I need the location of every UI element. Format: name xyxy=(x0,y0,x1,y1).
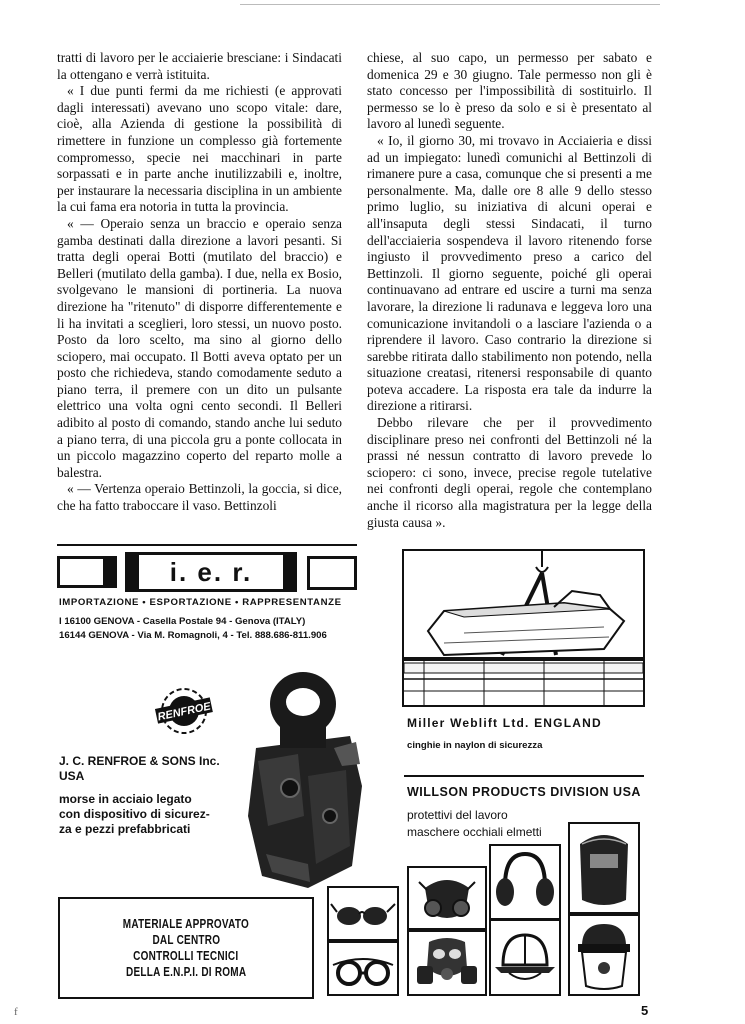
safety-glasses-icon xyxy=(327,886,399,941)
article-column-left xyxy=(57,50,342,515)
page-number: 5 xyxy=(641,1003,649,1018)
willson-company-name: WILLSON PRODUCTS DIVISION USA xyxy=(407,785,641,799)
miller-description: cinghie in naylon di sicurezza xyxy=(407,740,543,751)
article-paragraph: « Io, il giorno 30, mi trovavo in Acciaieria e dissi ad un impiegato: lunedì comunichi al Bettinzoli di rimanere pure a casa, comunque che si presenti a me personalmente. Ma, dalle ore 8 alle 9 dello stesso primo luglio, su iniziativa di alcuni operai e all'insaputa degli stessi Sindacati, il turno dell'acciaieria sospendeva il lavoro ritenendo forse ingiusto il provvedimento preso a carico del Bettinzoli. Il giorno seguente, poiché gli operai continuavano ad entrare ed uscire a turni ma senza lavorare, la direzione li radunava e leggeva loro una comunicazione invitandoli o a lasciare l'azienda o a riprendere il lavoro. Caso contrario la direzione si sarebbe ritirata dallo stabilimento non potendo, nella situazione creatasi, ritenersi responsabile di quanto poteva accadere. La risposta era tale da indurre la direzione a ritirarsi. xyxy=(367,132,652,414)
ier-address-line-1: I 16100 GENOVA - Casella Postale 94 - Genova (ITALY) xyxy=(59,616,306,627)
willson-description-line-1: protettivi del lavoro xyxy=(407,808,508,822)
renfroe-logo-text: RENFROE xyxy=(156,700,212,724)
ier-logo-mid-block xyxy=(125,552,297,592)
willson-divider xyxy=(404,775,644,777)
article-paragraph: « — Vertenza operaio Bettinzoli, la goccia, si dice, che ha fatto traboccare il vaso. Bettinzoli xyxy=(57,481,342,514)
article-paragraph: tratti di lavoro per le acciaierie bresciane: i Sindacati la ottengano e verrà istituita. xyxy=(57,50,342,82)
approved-line: DAL CENTRO xyxy=(152,933,220,947)
renfroe-logo xyxy=(155,685,213,737)
goggles-icon xyxy=(327,941,399,996)
article-column-right xyxy=(367,50,652,531)
ier-logo-right-block xyxy=(307,556,357,590)
ear-muffs-icon xyxy=(489,844,561,920)
top-scan-rule xyxy=(240,4,660,5)
article-paragraph: Debbo rilevare che per il provvedimento disciplinare preso nei confronti del Bettinzoli né la prassi né nessun contratto di lavoro prevede lo sciopero: ci sono, invece, precise regole tutelative nei confronti degli operai, regole che contemplano anche il ricorso alla magistratura per la legge della giusta causa ». xyxy=(367,415,652,530)
article-paragraph: « I due punti fermi da me richiesti (e approvati dagli interessati) avevano uno scopo vitale: dare, cioè, alla Azienda di gestione la possibilità di rimettere in funzione un complesso già fortemente compromesso, specie nei macchinari in parte sorpassati e in parte anche inutilizzabili e, inoltre, per instaurare la necessaria disciplina in un ambiente la cui fama era notoria in tutta la provincia. xyxy=(57,83,342,215)
ier-logo-text: i. e. r. xyxy=(169,556,253,587)
ier-divider xyxy=(57,544,357,546)
margin-mark: f xyxy=(14,1006,18,1018)
ier-logo-left-block xyxy=(57,556,117,588)
welding-mask-icon xyxy=(568,822,640,914)
plate-clamp-image xyxy=(238,666,368,896)
article-paragraph: « — Operaio senza un braccio e operaio senza gamba destinati dalla direzione a lavori pesanti. Si tratta degli operai Botti (mutilato del braccio) e Belleri (mutilato della gamba). I due, nella ex Bosio, svolgevano le mansioni di portineria. La nuova direzione ha "ritenuto" di disporre differentemente e li ha invitati a sceglieri, loro stessi, un nuovo posto. Posto da loro scelto, ma sino al giorno dello sciopero, mai occupato. Il Botti aveva optato per un posto che richiedeva, stando comodamente seduto a piano terra, il premere con un dito un pulsante elettrico una volta ogni cento secondi. Il Belleri adibito al posto di comando, stando anche lui seduto a piano terra, di una piccola gru a ponte collocata in un piccolo magazzino coperto del reparto molle a balestra. xyxy=(57,215,342,480)
renfroe-country: USA xyxy=(59,769,85,783)
approved-material-stamp xyxy=(58,897,314,999)
hard-hat-icon xyxy=(489,919,561,996)
gas-mask-icon xyxy=(407,930,487,996)
half-mask-respirator-icon xyxy=(407,866,487,930)
renfroe-description: morse in acciaio legato con dispositivo di sicurez- za e pezzi prefabbricati xyxy=(59,792,210,836)
article-paragraph: chiese, al suo capo, un permesso per sabato e domenica 29 e 30 giugno. Tale permesso non gli è stato concesso per l'impossibilità di sostituirlo. Il permesso se lo è preso da solo e si è presentato al lavoro al lunedì seguente. xyxy=(367,50,652,132)
boat-lift-image xyxy=(402,549,645,707)
approved-line: DELLA E.N.P.I. DI ROMA xyxy=(125,965,247,979)
face-shield-icon xyxy=(568,914,640,996)
ier-address-line-2: 16144 GENOVA - Via M. Romagnoli, 4 - Tel. 888.686-811.906 xyxy=(59,630,327,641)
miller-company-name: Miller Weblift Ltd. ENGLAND xyxy=(407,716,602,730)
approved-line: MATERIALE APPROVATO xyxy=(122,917,250,931)
approved-line: CONTROLLI TECNICI xyxy=(133,949,239,963)
ier-services: IMPORTAZIONE • ESPORTAZIONE • RAPPRESENTANZE xyxy=(59,597,342,608)
ier-logo xyxy=(57,552,357,592)
willson-description-line-2: maschere occhiali elmetti xyxy=(407,825,542,839)
renfroe-company-name: J. C. RENFROE & SONS Inc. xyxy=(59,754,220,768)
